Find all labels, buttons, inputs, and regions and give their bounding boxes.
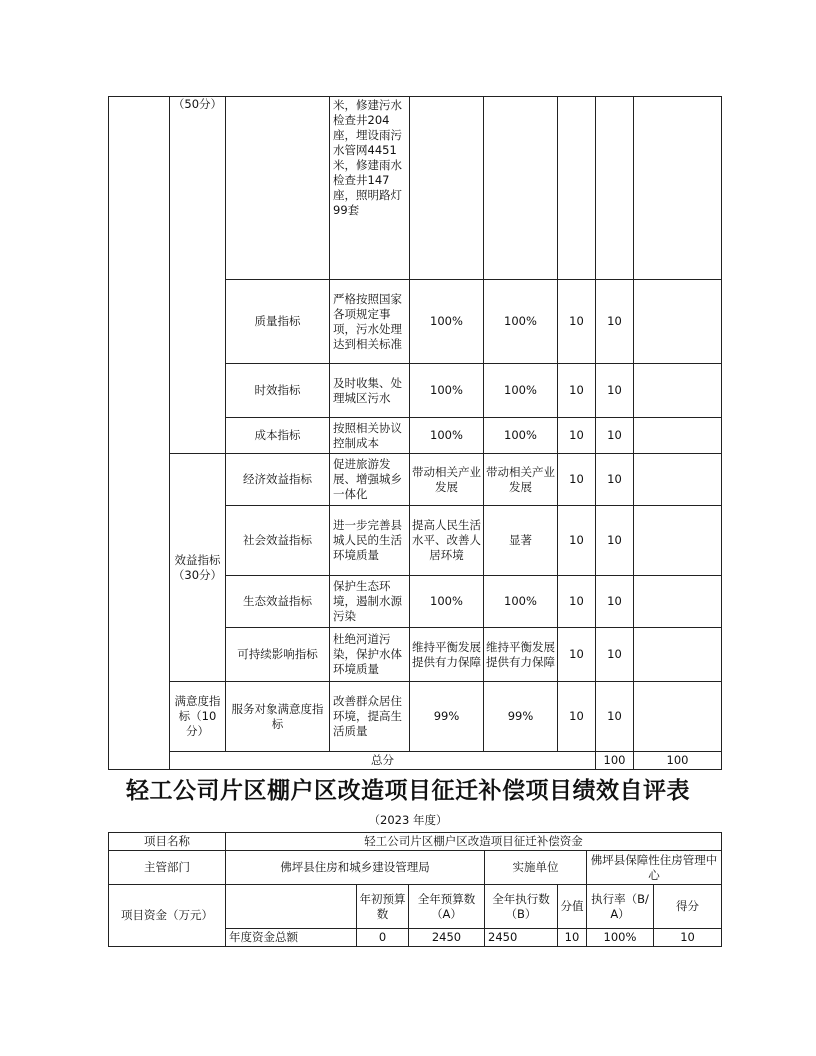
report-year: （2023 年度）: [368, 813, 448, 827]
plan-value: 100%: [410, 576, 484, 628]
plan-value: 99%: [410, 682, 484, 752]
target-value: 杜绝河道污染，保护水体环境质量: [330, 628, 410, 682]
plan-value: 100%: [410, 418, 484, 454]
indicator-name: 社会效益指标: [226, 506, 330, 576]
table-row: [109, 851, 722, 885]
col-header: 年初预算数: [357, 885, 409, 929]
indicator-cell: [226, 97, 330, 280]
actual-value: 带动相关产业发展: [484, 454, 558, 506]
rate-value: 100%: [587, 929, 654, 947]
actual-value: 100%: [484, 576, 558, 628]
target-value: 促进旅游发展、增强城乡一体化: [330, 454, 410, 506]
weight-value: 10: [558, 280, 596, 364]
score-value: 10: [596, 418, 634, 454]
weight-value: 10: [558, 628, 596, 682]
benefit-indicator-category: 效益指标（30分）: [170, 454, 226, 682]
table-row: [109, 885, 722, 929]
executed-value: 2450: [485, 929, 558, 947]
project-name-label: 项目名称: [109, 833, 226, 851]
indicator-name: 质量指标: [226, 280, 330, 364]
plan-value: 维持平衡发展提供有力保障: [410, 628, 484, 682]
col-header: 分值: [558, 885, 587, 929]
plan-value: 带动相关产业发展: [410, 454, 484, 506]
impl-value: 佛坪县保障性住房管理中心: [587, 851, 722, 885]
plan-value: 100%: [410, 364, 484, 418]
target-value: 改善群众居住环境，提高生活质量: [330, 682, 410, 752]
performance-indicator-table: [108, 96, 722, 770]
actual-value: 100%: [484, 418, 558, 454]
weight-value: 10: [558, 682, 596, 752]
initial-value: 0: [357, 929, 409, 947]
target-cell: 米，修建污水检查井204座，埋设雨污水管网4451米，修建雨水检查井147座，照明路灯99套: [330, 97, 410, 280]
weight-value: 10: [558, 576, 596, 628]
table-row: [109, 833, 722, 851]
target-value: 按照相关协议控制成本: [330, 418, 410, 454]
indicator-name: 经济效益指标: [226, 454, 330, 506]
plan-value: 100%: [410, 280, 484, 364]
target-value: 进一步完善县城人民的生活环境质量: [330, 506, 410, 576]
indicator-name: 时效指标: [226, 364, 330, 418]
satisfaction-indicator-category: 满意度指标（10分）: [170, 682, 226, 752]
actual-value: 100%: [484, 280, 558, 364]
score-value: 10: [654, 929, 722, 947]
weight-value: 10: [558, 929, 587, 947]
score-value: 10: [596, 628, 634, 682]
dept-value: 佛坪县住房和城乡建设管理局: [226, 851, 485, 885]
col-header: 全年预算数（A）: [409, 885, 485, 929]
score-value: 10: [596, 454, 634, 506]
fund-row-label: 年度资金总额: [226, 929, 357, 947]
table-row: [109, 97, 722, 280]
indicator-name: 成本指标: [226, 418, 330, 454]
output-indicator-score: （50分）: [170, 97, 226, 454]
total-row: [109, 752, 722, 770]
total-weight: 100: [596, 752, 634, 770]
target-value: 及时收集、处理城区污水: [330, 364, 410, 418]
impl-label: 实施单位: [485, 851, 587, 885]
fund-label: 项目资金（万元）: [109, 885, 226, 947]
target-value: 保护生态环境，遏制水源污染: [330, 576, 410, 628]
score-value: 10: [596, 506, 634, 576]
annual-value: 2450: [409, 929, 485, 947]
col-header: 执行率（B/A）: [587, 885, 654, 929]
dept-label: 主管部门: [109, 851, 226, 885]
page-title: 轻工公司片区棚户区改造项目征迁补偿项目绩效自评表: [126, 777, 690, 804]
total-score: 100: [634, 752, 722, 770]
indicator-name: 生态效益指标: [226, 576, 330, 628]
actual-value: 99%: [484, 682, 558, 752]
level1-indicator-cell: [109, 97, 170, 770]
weight-value: 10: [558, 454, 596, 506]
actual-value: 显著: [484, 506, 558, 576]
actual-value: 100%: [484, 364, 558, 418]
score-value: 10: [596, 280, 634, 364]
weight-value: 10: [558, 506, 596, 576]
weight-value: 10: [558, 364, 596, 418]
col-header: 全年执行数（B）: [485, 885, 558, 929]
indicator-name: 可持续影响指标: [226, 628, 330, 682]
project-name: 轻工公司片区棚户区改造项目征迁补偿资金: [226, 833, 722, 851]
table-row: [109, 682, 722, 752]
plan-value: 提高人民生活水平、改善人居环境: [410, 506, 484, 576]
project-info-table: [108, 832, 722, 947]
score-value: 10: [596, 364, 634, 418]
weight-value: 10: [558, 418, 596, 454]
target-value: 严格按照国家各项规定事项，污水处理达到相关标准: [330, 280, 410, 364]
col-header: 得分: [654, 885, 722, 929]
score-value: 10: [596, 576, 634, 628]
indicator-name: 服务对象满意度指标: [226, 682, 330, 752]
total-label: 总分: [170, 752, 596, 770]
actual-value: 维持平衡发展提供有力保障: [484, 628, 558, 682]
table-row: [109, 454, 722, 506]
score-value: 10: [596, 682, 634, 752]
